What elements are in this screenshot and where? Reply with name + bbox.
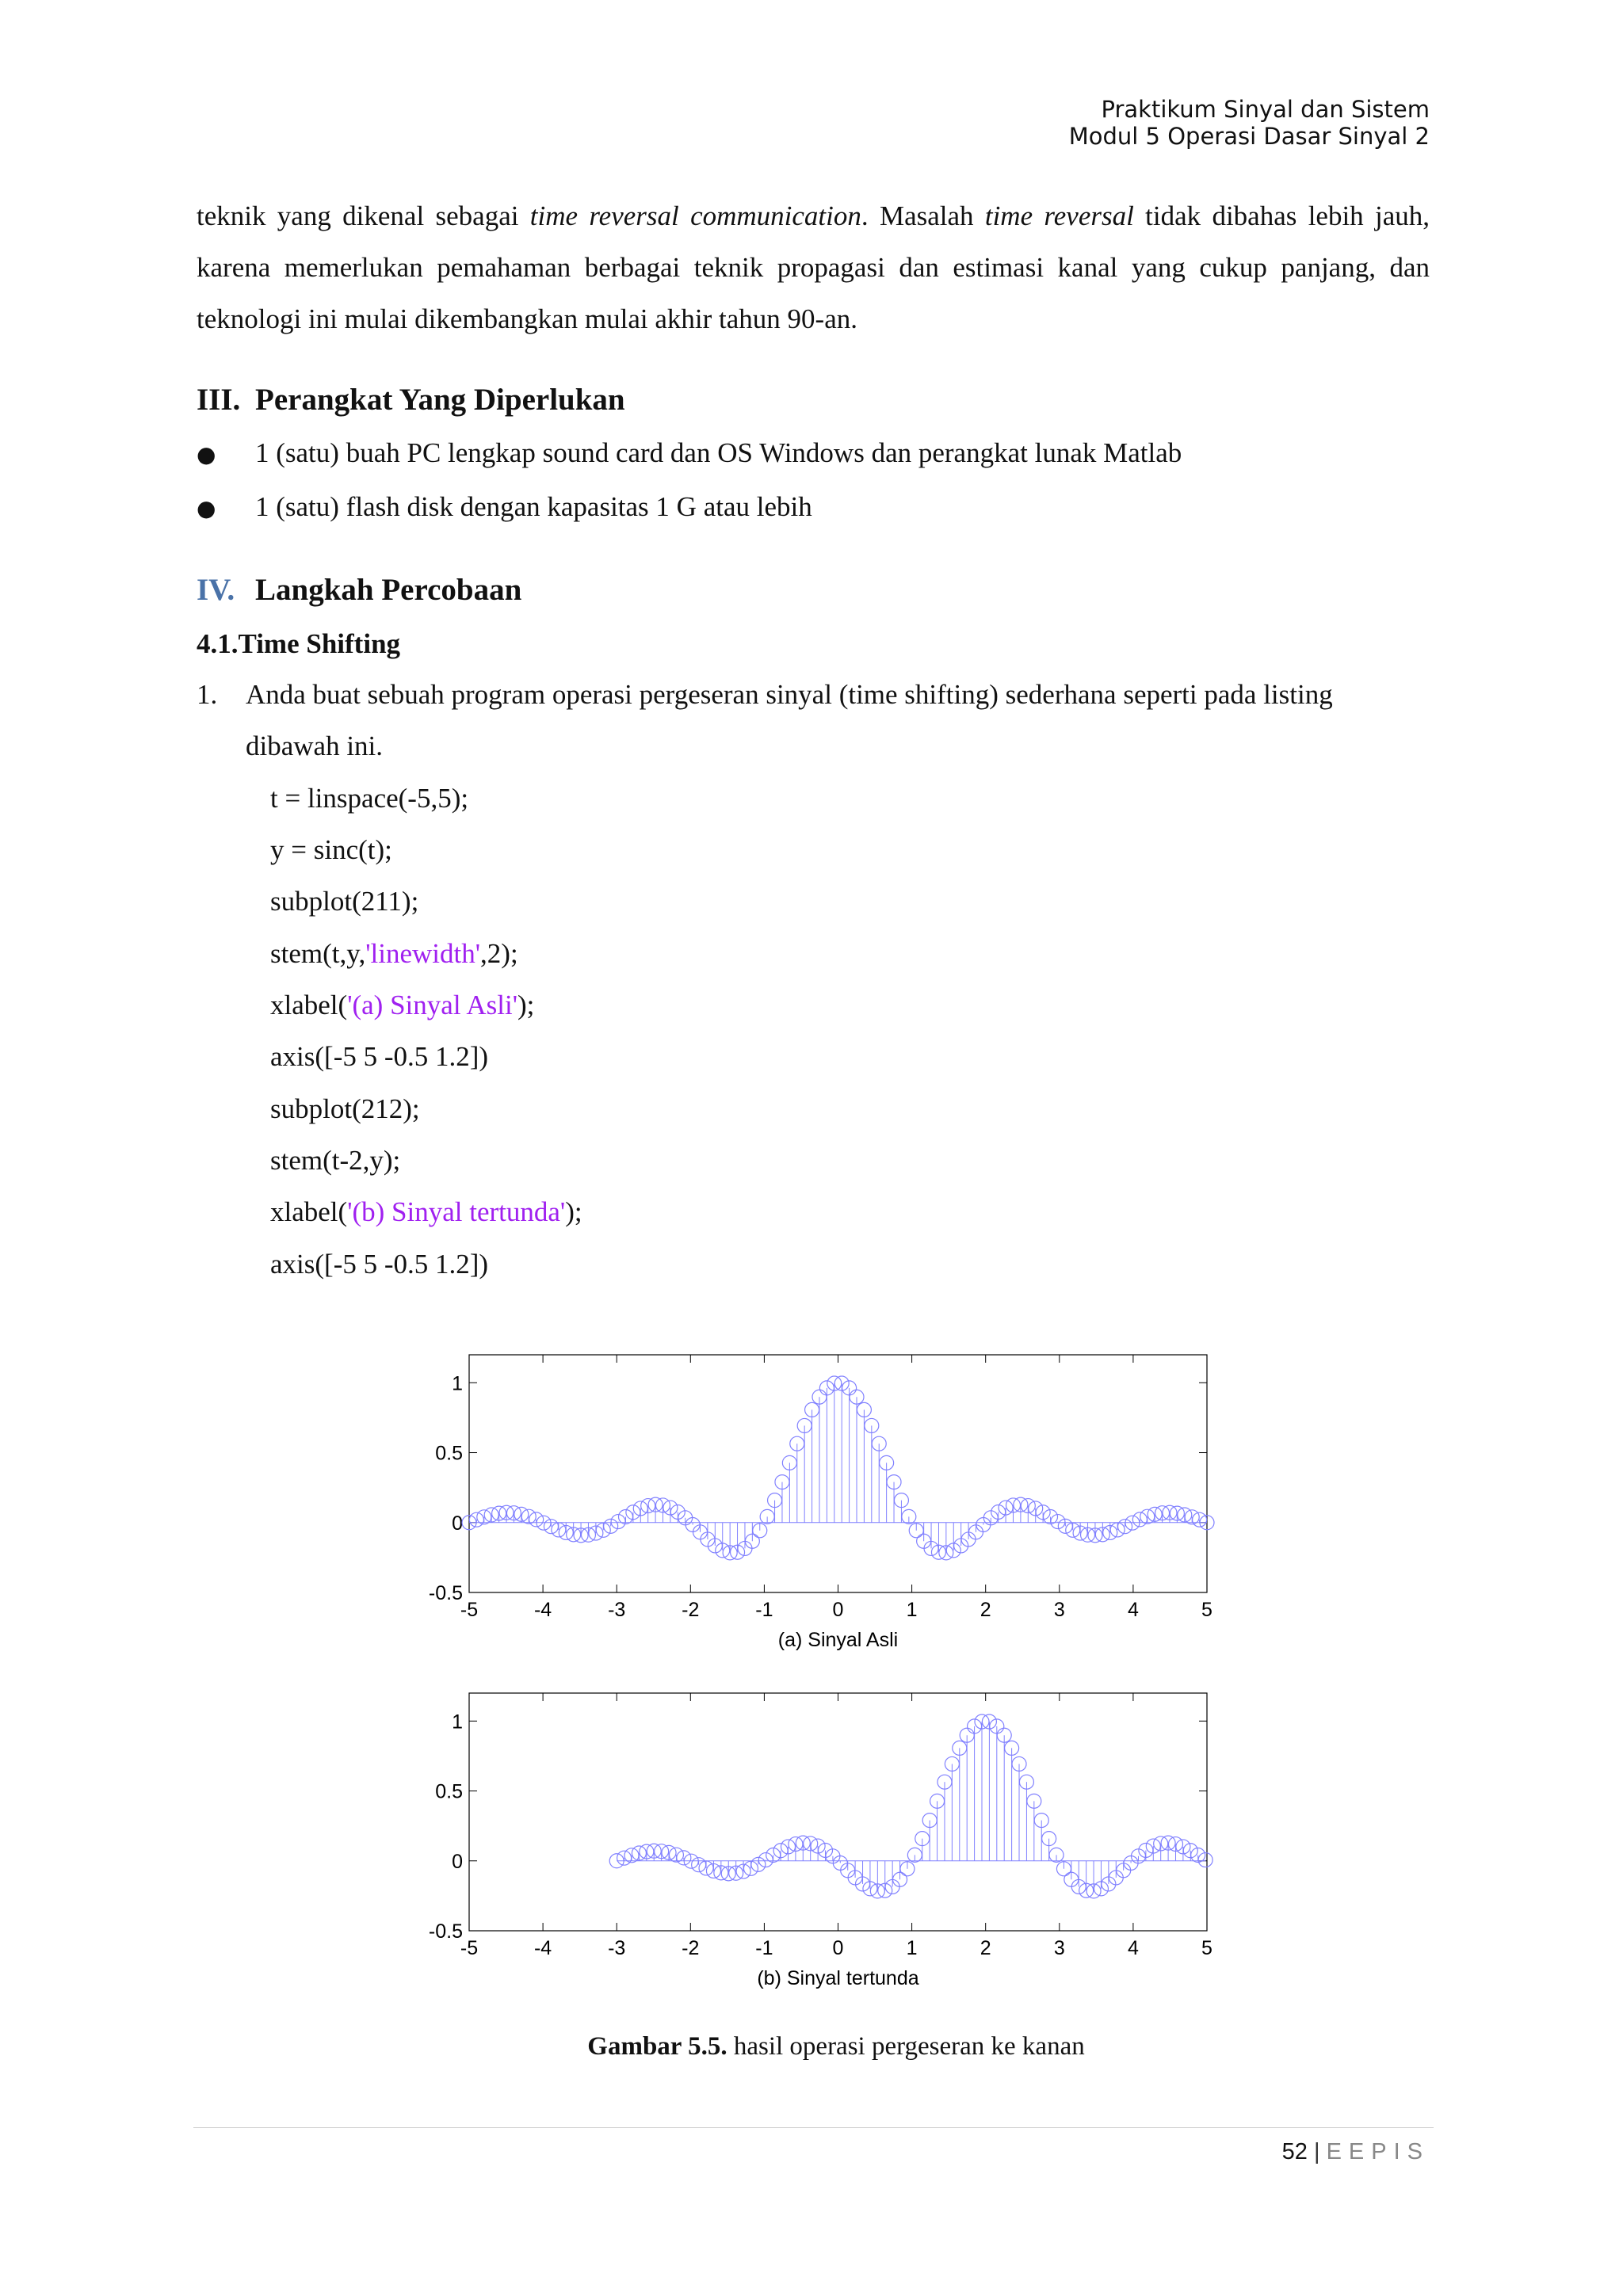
code-line: stem(t-2,y); [270,1145,401,1176]
x-tick-label: -1 [755,1937,773,1959]
header-course: Praktikum Sinyal dan Sistem [1101,96,1430,123]
code-line: subplot(211); [270,886,419,917]
code-line: y = sinc(t); [270,834,392,865]
page-number: 52 [1281,2139,1308,2164]
code-line: xlabel('(a) Sinyal Asli'); [270,990,535,1020]
y-tick-label: 0.5 [435,1442,463,1465]
y-tick-label: 0.5 [435,1780,463,1803]
x-tick-label: 1 [906,1599,918,1621]
figure-caption-label: Gambar 5.5. [587,2032,727,2061]
x-tick-label: -5 [460,1937,479,1959]
x-tick-label: 4 [1127,1599,1139,1621]
section-title: Perangkat Yang Diperlukan [255,383,625,417]
x-tick-label: 5 [1201,1599,1212,1621]
x-tick-label: -1 [755,1599,773,1621]
figure-caption-text: hasil operasi pergeseran ke kanan [727,2032,1085,2061]
y-tick-label: 1 [452,1372,463,1395]
y-tick-label: -0.5 [428,1582,463,1604]
list-item: ● 1 (satu) flash disk dengan kapasitas 1 G atau lebih [197,491,812,522]
x-tick-label: 3 [1053,1937,1065,1959]
figure-caption [0,2032,1623,2061]
subsection-title: Time Shifting [238,628,401,659]
section-number: III. [197,383,241,417]
code-line: subplot(212); [270,1093,420,1124]
list-item: ● 1 (satu) buah PC lengkap sound card dan OS Windows dan perangkat lunak Matlab [197,437,1182,468]
subsection-number: 4.1. [197,628,239,659]
code-line: t = linspace(-5,5); [270,783,469,814]
intro-paragraph: teknik yang dikenal sebagai time reversal communication. Masalah time reversal tidak dibahas lebih jauh, karena memerlukan pemahaman berbagai teknik propagasi dan estimasi kanal yang cukup panjang, dan teknologi ini mulai dikembangkan mulai akhir tahun 90-an. [197,200,1430,334]
x-tick-label: -3 [608,1599,626,1621]
bullet-icon: ● [197,495,216,521]
y-tick-label: 0 [452,1512,463,1535]
code-line: xlabel('(b) Sinyal tertunda'); [270,1196,582,1227]
bullet-icon: ● [197,441,216,467]
code-line: stem(t,y,'linewidth',2); [270,938,518,969]
x-tick-label: 1 [906,1937,918,1959]
y-tick-label: 1 [452,1711,463,1733]
footer-divider [193,2127,1434,2128]
x-tick-label: 3 [1053,1599,1065,1621]
x-tick-label: -3 [608,1937,626,1959]
term-time-reversal-communication: time reversal communication [529,200,861,231]
x-axis-label: (a) Sinyal Asli [777,1629,899,1651]
x-tick-label: 5 [1201,1937,1212,1959]
step-text: Anda buat sebuah program operasi pergeseran sinyal (time shifting) sederhana seperti pada listing [246,679,1333,710]
x-tick-label: -2 [682,1937,700,1959]
x-axis-label: (b) Sinyal tertunda [757,1967,919,1989]
step-number: 1. [197,679,218,710]
x-tick-label: 0 [832,1937,844,1959]
code-line: axis([-5 5 -0.5 1.2]) [270,1041,489,1072]
x-tick-label: -4 [533,1937,552,1959]
plot-frame [469,1693,1207,1931]
step-text-continued: dibawah ini. [246,730,384,761]
footer-separator: | [1313,2139,1320,2164]
x-tick-label: -4 [533,1599,552,1621]
x-tick-label: 0 [832,1599,844,1621]
section-number: IV. [197,573,235,607]
footer-brand: EEPIS [1326,2139,1430,2164]
y-tick-label: -0.5 [428,1920,463,1943]
code-line: axis([-5 5 -0.5 1.2]) [270,1249,489,1280]
x-tick-label: -5 [460,1599,479,1621]
x-tick-label: 4 [1127,1937,1139,1959]
section-title: Langkah Percobaan [255,573,522,607]
x-tick-label: 2 [980,1937,991,1959]
x-tick-label: -2 [682,1599,700,1621]
y-tick-label: 0 [452,1850,463,1873]
header-module: Modul 5 Operasi Dasar Sinyal 2 [1068,123,1430,150]
page-footer [1282,2139,1430,2165]
x-tick-label: 2 [980,1599,991,1621]
plot-frame [469,1355,1207,1592]
term-time-reversal: time reversal [984,200,1134,231]
